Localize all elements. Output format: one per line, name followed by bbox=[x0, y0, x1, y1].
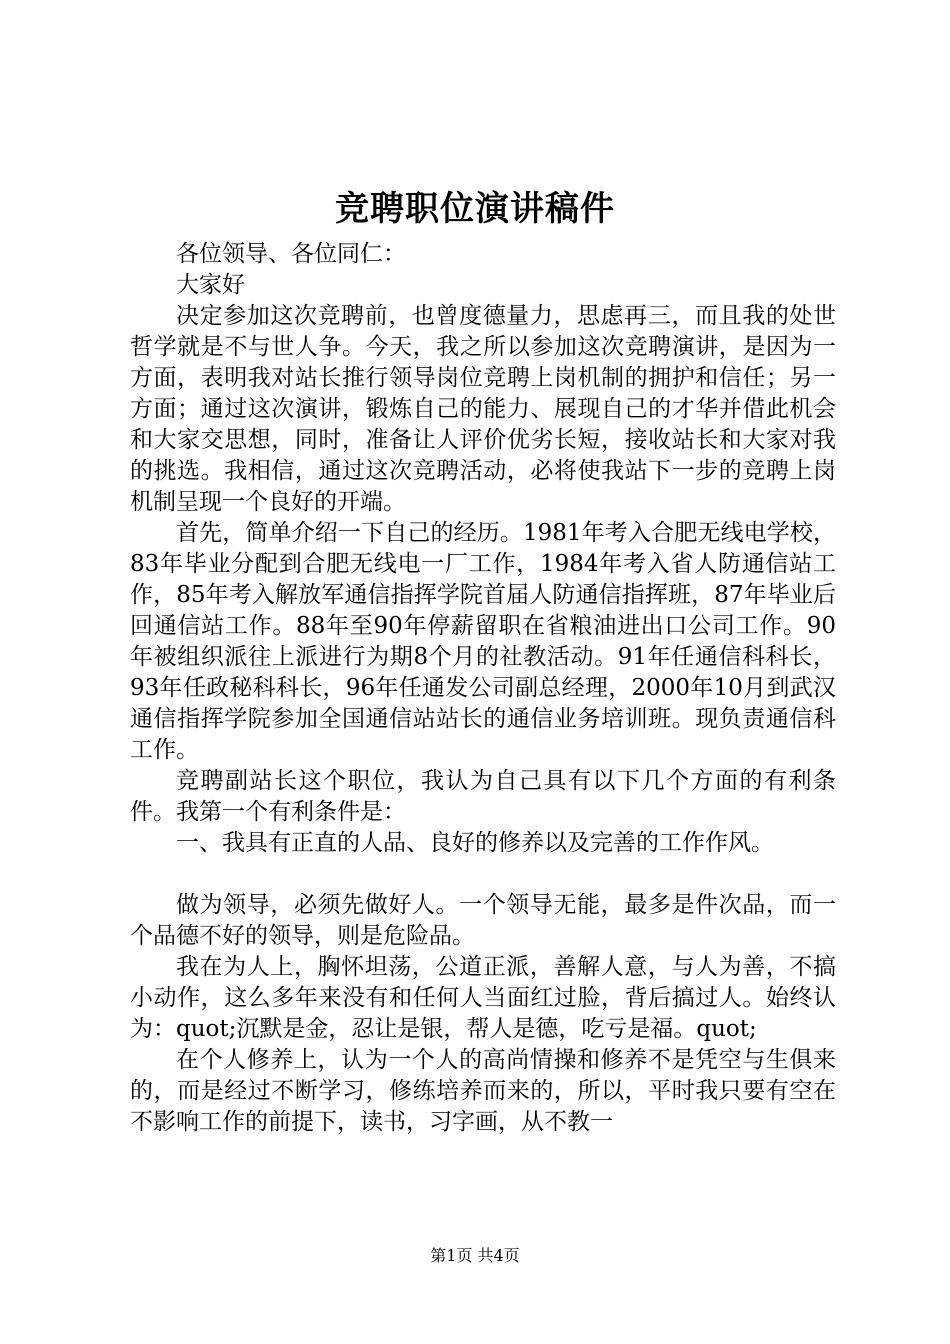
paragraph-character: 我在为人上，胸怀坦荡，公道正派，善解人意，与人为善，不搞小动作，这么多年来没有和任何人当面红过脸，背后搞过人。始终认为：quot;沉默是金，忍让是银，帮人是德，吃亏是福。quot; bbox=[130, 954, 836, 1042]
document-title: 竞聘职位演讲稿件 bbox=[335, 189, 615, 229]
salutation: 各位领导、各位同仁： bbox=[176, 241, 406, 267]
paragraph-cultivation: 在个人修养上，认为一个人的高尚情操和修养不是凭空与生俱来的，而是经过不断学习，修练培养而来的，所以，平时我只要有空在不影响工作的前提下，读书，习字画，从不教一 bbox=[130, 1047, 836, 1135]
paragraph-experience: 首先，简单介绍一下自己的经历。1981年考入合肥无线电学校，83年毕业分配到合肥无线电一厂工作，1984年考入省人防通信站工作，85年考入解放军通信指挥学院首届人防通信指挥班，87年毕业后回通信站工作。88年至90年停薪留职在省粮油进出口公司工作。90年被组织派往上派进行为期8个月的社教活动。91年任通信科科长，93年任政秘科科长，96年任通发公司副总经理，2000年10月到武汉通信指挥学院参加全国通信站站长的通信业务培训班。现负责通信科工作。 bbox=[130, 520, 836, 763]
paragraph-motivation: 决定参加这次竞聘前，也曾度德量力，思虑再三，而且我的处世哲学就是不与世人争。今天，我之所以参加这次竞聘演讲，是因为一方面，表明我对站长推行领导岗位竞聘上岗机制的拥护和信任；另一方面；通过这次演讲，锻炼自己的能力、展现自己的才华并借此机会和大家交思想，同时，准备让人评价优劣长短，接收站长和大家对我的挑选。我相信，通过这次竞聘活动，必将使我站下一步的竞聘上岗机制呈现一个良好的开端。 bbox=[130, 303, 836, 515]
page-number-footer: 第1页 共4页 bbox=[430, 1246, 520, 1265]
paragraph-conditions-intro: 竞聘副站长这个职位，我认为自己具有以下几个方面的有利条件。我第一个有利条件是： bbox=[130, 768, 836, 825]
paragraph-leadership: 做为领导，必须先做好人。一个领导无能，最多是件次品，而一个品德不好的领导，则是危险品。 bbox=[130, 892, 836, 949]
greeting: 大家好 bbox=[176, 272, 245, 298]
section-heading-1: 一、我具有正直的人品、良好的修养以及完善的工作作风。 bbox=[176, 830, 774, 856]
document-body bbox=[130, 239, 836, 1138]
